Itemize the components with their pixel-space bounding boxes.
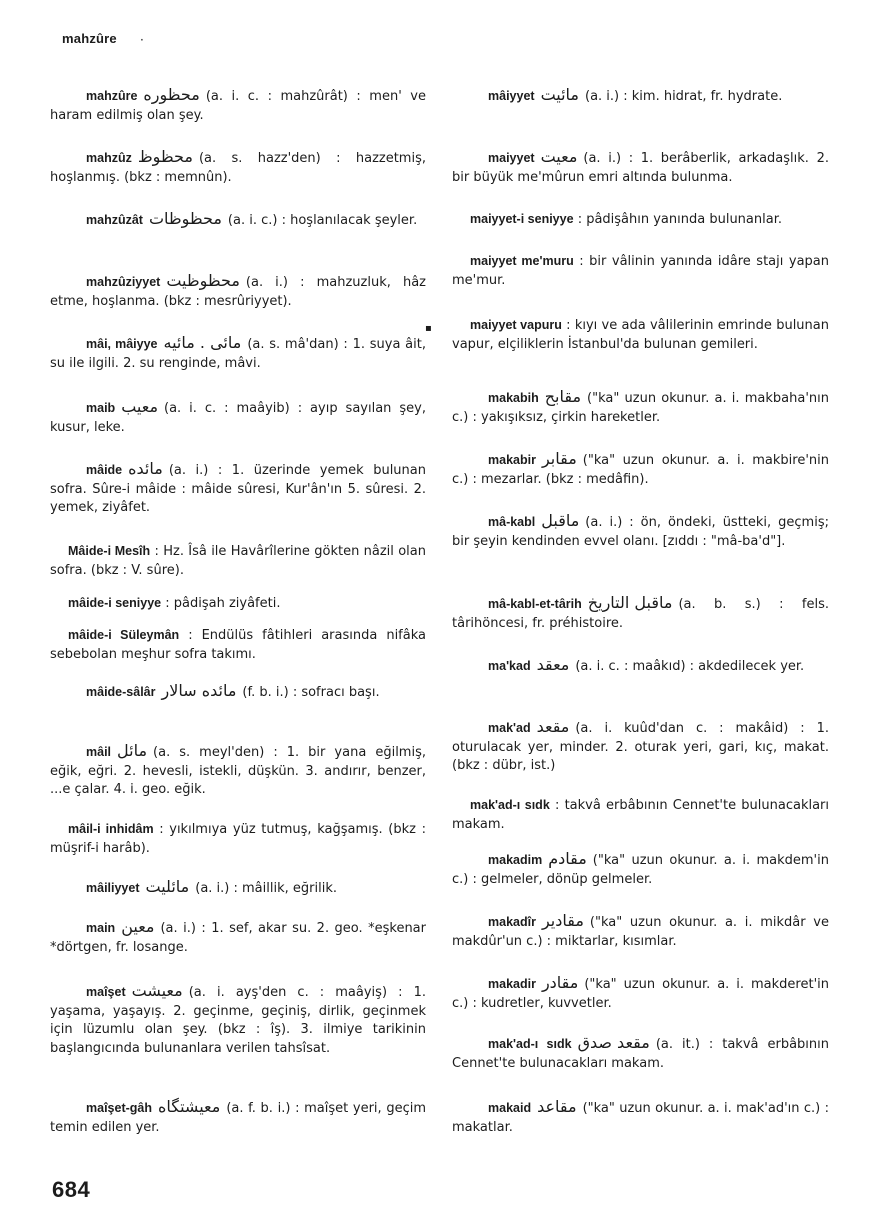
entry-headword: mâ-kabl [488,515,536,529]
entry-definition: (a. i. c. : maâyib) : ayıp sayılan şey, kusur, leke. [50,401,426,435]
entry-headword: mâide-sâlâr [86,685,156,699]
entry-arabic-script: محظوظيت [166,271,240,290]
dictionary-entry [50,982,426,1058]
entry-headword: makadîr [488,915,536,929]
entry-definition: : pâdişah ziyâfeti. [165,596,281,611]
entry-headword: makabih [488,391,539,405]
entry-headword: makadir [488,977,536,991]
entry-headword: mahzûzât [86,213,143,227]
entry-arabic-script: مائى . مائيه [163,333,242,352]
entry-headword: makadim [488,853,543,867]
entry-definition: (a. i. c.) : hoşlanılacak şeyler. [227,213,418,228]
entry-definition: : bir vâlinin yanında idâre stajı yapan me'mur. [452,254,829,288]
entry-definition: (a. s. hazz'den) : hazzetmiş, hoşlanmış. (bkz : memnûn). [50,151,426,185]
entry-headword: mâide [86,463,123,477]
entry-definition: (a. b. s.) : fels. târihöncesi, fr. préhistoire. [452,597,829,631]
dictionary-entry [452,656,829,677]
entry-definition: (a. i. c. : mahzûrât) : men' ve haram edilmiş olan şey. [50,89,426,123]
entry-headword: maîşet [86,985,126,999]
entry-headword: main [86,921,116,935]
entry-arabic-script: مائل [117,741,148,760]
entry-arabic-script: مقادير [541,911,584,930]
entry-arabic-script: مائده [128,459,163,478]
dictionary-entry [452,512,829,551]
entry-definition: (a. i.) : ön, öndeki, üstteki, geçmiş; bir şeyin kendinden evvel olanı. [zıddı : "mâ-ba'd"]. [452,515,829,549]
entry-definition: ("ka" uzun okunur. a. i. makbire'nin c.) : mezarlar. (bkz : medâfin). [452,453,829,487]
entry-headword: mahzûz [86,151,132,165]
entry-arabic-script: معيت [540,147,578,166]
margin-mark: ▪ [425,323,432,334]
dictionary-entry [452,1098,829,1137]
entry-arabic-script: معين [121,917,155,936]
dictionary-entry [50,148,426,187]
dictionary-entry [452,594,829,633]
entry-arabic-script: مقعد صدق [577,1033,650,1052]
dictionary-entry [452,316,829,354]
entry-arabic-script: معيب [121,397,159,416]
entry-definition: (a. i.) : 1. üzerinde yemek bulunan sofra. Sûre-i mâide : mâide sûresi, Kur'ân'ın 5. sûresi. 2. yemek, ziyâfet. [50,463,426,515]
entry-arabic-script: مقابح [544,387,582,406]
entry-arabic-script: مائيت [540,85,579,104]
entry-definition: : Hz. Îsâ ile Havârîlerine gökten nâzil olan sofra. (bkz : V. sûre). [50,544,426,578]
dictionary-entry [50,210,426,231]
dictionary-entry [50,918,426,957]
entry-definition: (a. it.) : takvâ erbâbının Cennet'te bulunacakları makam. [452,1037,829,1071]
dictionary-entry [452,450,829,489]
dictionary-entry [50,682,426,703]
dictionary-entry [50,542,426,580]
dictionary-entry [452,718,829,776]
entry-definition: (a. i. c. : maâkıd) : akdedilecek yer. [575,659,805,674]
dictionary-entry [452,86,829,107]
dictionary-entry [50,820,426,858]
dictionary-entry [452,252,829,290]
entry-headword: mâiyyet [488,89,535,103]
page-number: 684 [52,1177,91,1202]
entry-headword: makaid [488,1101,532,1115]
dictionary-entry [452,912,829,951]
entry-headword: mâ-kabl-et-târih [488,597,582,611]
entry-arabic-script: محظوظ [137,147,193,166]
dictionary-entry [50,334,426,373]
dictionary-entry [50,594,426,614]
entry-headword: makabir [488,453,536,467]
entry-definition: (a. i.) : mahzuzluk, hâz etme, hoşlanma. (bkz : mesrûriyyet). [50,275,426,309]
entry-definition: (a. i.) : mâillik, eğrilik. [195,881,337,896]
entry-headword: maiyyet vapuru [470,318,562,332]
dictionary-entry [452,1034,829,1073]
entry-headword: mak'ad-ı sıdk [470,798,550,812]
dictionary-entry [50,626,426,664]
dictionary-entry [452,388,829,427]
entry-arabic-script: معيشتگاه [158,1097,221,1116]
entry-definition: ("ka" uzun okunur. a. i. mak'ad'ın c.) : makatlar. [452,1101,829,1135]
entry-definition: (a. s. meyl'den) : 1. bir yana eğilmiş, eğik, eğri. 2. hevesli, istekli, düşkün. 3. andırır, benzer, ...e çalar. 4. i. geo. eğik. [50,745,426,797]
entry-definition: (a. i.) : 1. sef, akar su. 2. geo. *eşkenar *dörtgen, fr. losange. [50,921,426,955]
entry-definition: (f. b. i.) : sofracı başı. [242,685,380,700]
entry-arabic-script: مقاعد [537,1097,577,1116]
entry-headword: Mâide-i Mesîh [68,544,151,558]
entry-arabic-script: مقادر [541,973,579,992]
dictionary-entry [452,974,829,1013]
entry-headword: mahzûre [86,89,138,103]
entry-headword: mâiliyyet [86,881,140,895]
entry-definition: : kıyı ve ada vâlilerinin emrinde bulunan vapur, elçiliklerin İstanbul'da bulunan gemileri. [452,318,829,352]
entry-headword: mâide-i Süleymân [68,628,180,642]
entry-headword: mahzûziyyet [86,275,161,289]
running-head-dot: · [140,33,144,47]
dictionary-entry [50,272,426,311]
entry-arabic-script: معقد [536,655,570,674]
entry-headword: ma'kad [488,659,531,673]
entry-definition: ("ka" uzun okunur. a. i. makdem'in c.) : gelmeler, dönüp gelmeler. [452,853,829,887]
entry-definition: : Endülüs fâtihleri arasında nifâka sebebolan meşhur sofra takımı. [50,628,426,662]
entry-definition: (a. i. ayş'den c. : maâyiş) : 1. yaşama, yaşayış. 2. geçinme, geçiniş, dirlik, geçinmek için lüzumlu olan şey. (bkz : îş). 3. ilmiye tarikinin başlangıcında bulunanlara verilen tahsîsat. [50,985,426,1056]
dictionary-entry [50,878,426,899]
entry-definition: ("ka" uzun okunur. a. i. makderet'in c.) : kudretler, kuvvetler. [452,977,829,1011]
entry-definition: (a. s. mâ'dan) : 1. suya âit, su ile ilgili. 2. su renginde, mâvi. [50,337,426,371]
entry-arabic-script: معيشت [131,981,183,1000]
entry-headword: maib [86,401,116,415]
entry-headword: maiyyet-i seniyye [470,212,574,226]
entry-arabic-script: مقعد [536,717,570,736]
entry-headword: mâil [86,745,112,759]
entry-headword: mâil-i inhidâm [68,822,154,836]
dictionary-entry [50,742,426,800]
entry-definition: ("ka" uzun okunur. a. i. makbaha'nın c.) : yakışıksız, çirkin hareketler. [452,391,829,425]
entry-arabic-script: مقادم [548,849,587,868]
entry-definition: (a. f. b. i.) : maîşet yeri, geçim temin edilen yer. [50,1101,426,1135]
entry-headword: maîşet-gâh [86,1101,152,1115]
entry-headword: mâide-i seniyye [68,596,162,610]
entry-arabic-script: مائده سالار [161,681,237,700]
entry-headword: mak'ad-ı sıdk [488,1037,572,1051]
dictionary-entry [50,398,426,437]
entry-definition: (a. i.) : kim. hidrat, fr. hydrate. [585,89,783,104]
entry-headword: mak'ad [488,721,531,735]
entry-headword: maiyyet me'muru [470,254,574,268]
entry-definition: (a. i. kuûd'dan c. : makâid) : 1. oturulacak yer, minder. 2. oturak yeri, gari, kıç, makat. (bkz : dübr, ist.) [452,721,829,773]
entry-definition: ("ka" uzun okunur. a. i. mikdâr ve makdûr'un c.) : miktarlar, kısımlar. [452,915,829,949]
entry-headword: maiyyet [488,151,535,165]
dictionary-entry [452,796,829,834]
entry-arabic-script: ماقبل [541,511,580,530]
entry-arabic-script: مقابر [541,449,577,468]
running-head: mahzûre [62,31,117,46]
entry-definition: : pâdişâhın yanında bulunanlar. [577,212,782,227]
entry-arabic-script: محظوره [143,85,200,104]
dictionary-entry [50,86,426,125]
entry-arabic-script: ماقبل التاريخ [587,593,673,612]
dictionary-entry [452,850,829,889]
dictionary-entry [452,148,829,187]
entry-definition: : takvâ erbâbının Cennet'te bulunacakları makam. [452,798,830,832]
dictionary-entry [452,210,829,230]
entry-definition: (a. i.) : 1. berâberlik, arkadaşlık. 2. bir büyük me'mûrun emri altında bulunma. [452,151,829,185]
dictionary-entry [50,460,426,518]
entry-arabic-script: محظوظات [148,209,222,228]
entry-headword: mâi, mâiyye [86,337,158,351]
entry-definition: : yıkılmıya yüz tutmuş, kağşamış. (bkz : müşrif-i harâb). [50,822,426,856]
entry-arabic-script: مائليت [145,877,190,896]
dictionary-entry [50,1098,426,1137]
